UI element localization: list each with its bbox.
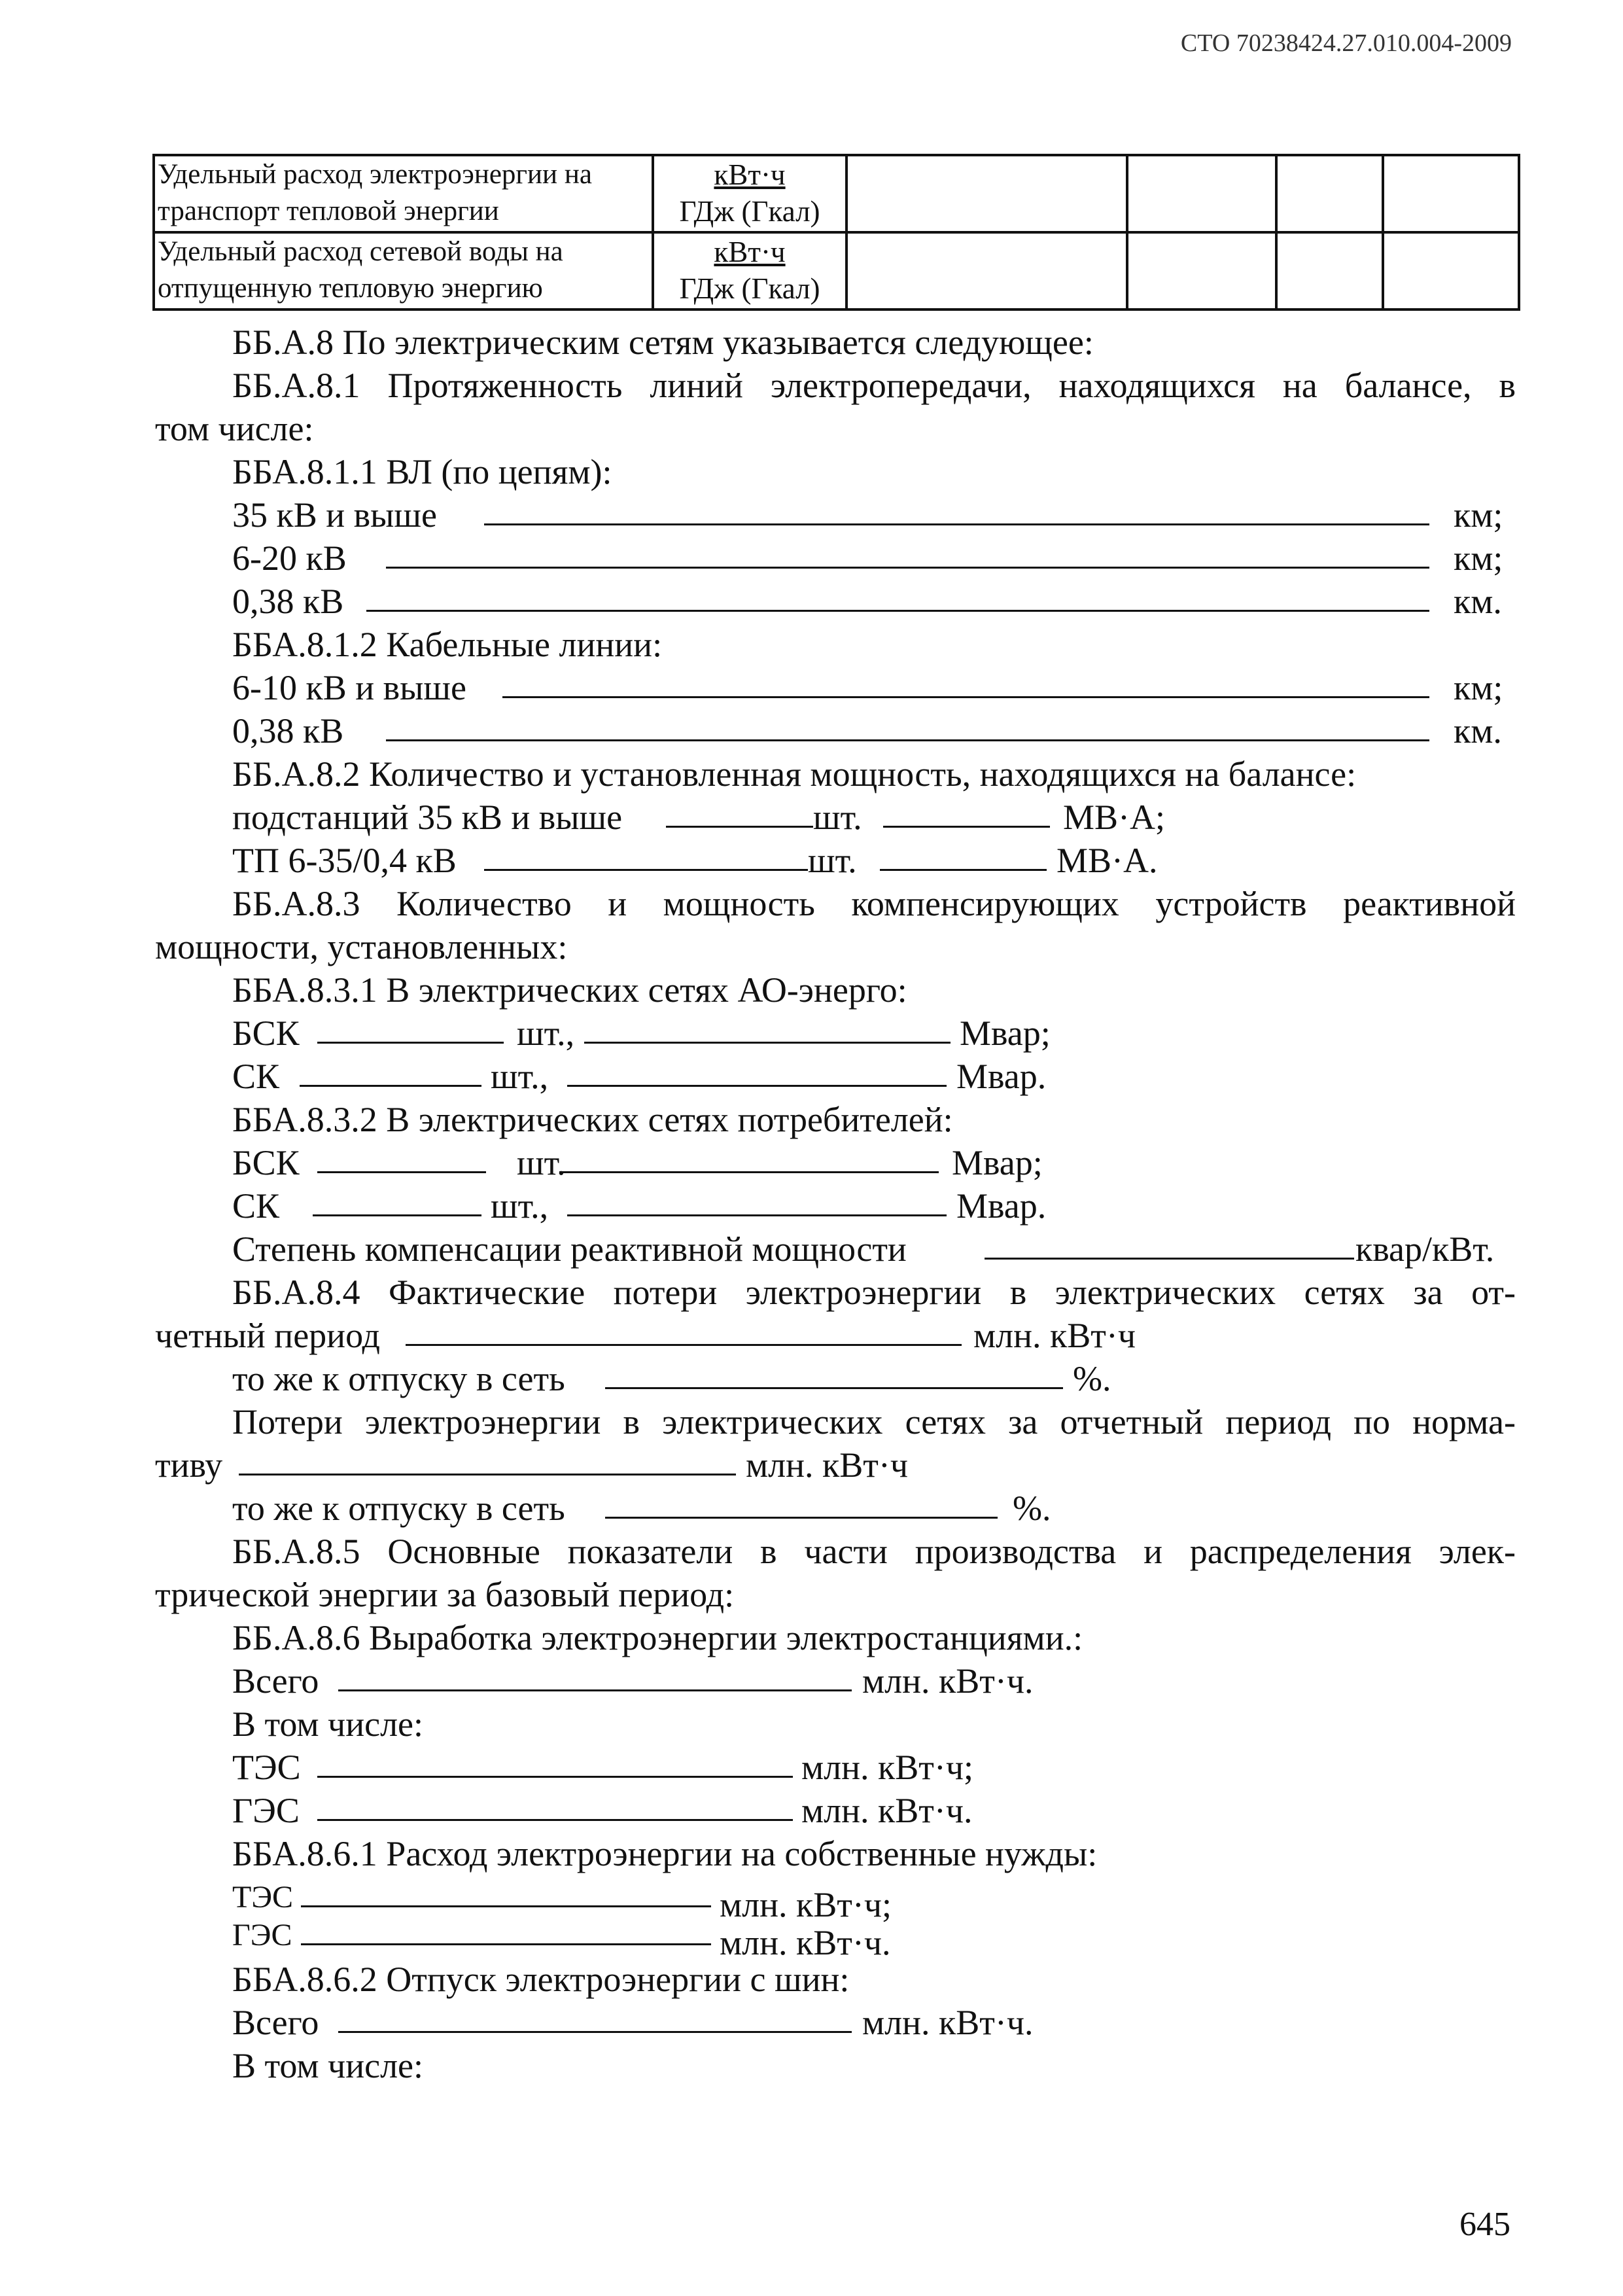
unit-label: шт. <box>813 798 862 837</box>
fill-line <box>502 696 1429 698</box>
line-label: ГЭС <box>232 1918 292 1952</box>
line-label: Всего <box>232 1661 319 1701</box>
table-cell <box>1276 155 1383 232</box>
unit-label: шт. <box>808 841 857 880</box>
line-label: В том числе: <box>232 1704 423 1744</box>
unit-label: %. <box>1013 1489 1051 1528</box>
section-heading: ББА.8.1.2 Кабельные линии: <box>232 625 663 664</box>
unit-label: млн. кВт·ч <box>973 1316 1136 1355</box>
table-row <box>154 232 1519 309</box>
unit-label: млн. кВт·ч. <box>801 1791 973 1830</box>
fill-line <box>338 2031 852 2033</box>
line-label: 35 кВ и выше <box>232 495 437 535</box>
line-label: СК <box>232 1186 280 1226</box>
line-label: подстанций 35 кВ и выше <box>232 798 623 837</box>
fill-line <box>484 523 1429 525</box>
table-cell <box>1127 155 1276 232</box>
document-code-header: СТО 70238424.27.010.004-2009 <box>1180 29 1512 57</box>
line-label: то же к отпуску в сеть <box>232 1359 565 1398</box>
fill-line <box>317 1819 793 1821</box>
paragraph: ББ.А.8.2 Количество и установленная мощность, находящихся на балансе: <box>232 754 1357 794</box>
fill-line <box>584 1042 951 1044</box>
line-label: 6-20 кВ <box>232 539 347 578</box>
line-label: ГЭС <box>232 1791 300 1830</box>
line-label: Степень компенсации реактивной мощности <box>232 1229 907 1269</box>
fill-line <box>605 1517 998 1519</box>
table-cell <box>1276 232 1383 309</box>
line-label: 6-10 кВ и выше <box>232 668 466 707</box>
section-heading: ББА.8.3.2 В электрических сетях потребителей: <box>232 1100 953 1139</box>
line-label: ТЭС <box>232 1880 294 1915</box>
paragraph: ББ.А.8.3 Количество и мощность компенсирующих устройств реактивной <box>232 884 1516 923</box>
section-heading: ББА.8.6.2 Отпуск электроэнергии с шин: <box>232 1960 850 1999</box>
paragraph: Потери электроэнергии в электрических сетях за отчетный период по норма- <box>232 1402 1516 1441</box>
paragraph: мощности, установленных: <box>155 927 568 966</box>
line-label: 0,38 кВ <box>232 711 344 751</box>
unit-label: км. <box>1454 711 1502 751</box>
section-heading: ББА.8.1.1 ВЛ (по цепям): <box>232 452 612 491</box>
row-label: Удельный расход электроэнергии на транспорт тепловой энергии <box>154 155 653 232</box>
row-label: Удельный расход сетевой воды на отпущенную тепловую энергию <box>154 232 653 309</box>
unit-label: млн. кВт·ч. <box>720 1923 891 1962</box>
unit-label: Мвар. <box>956 1186 1047 1226</box>
table-cell <box>1127 232 1276 309</box>
unit-label: шт., <box>517 1014 575 1053</box>
line-label: ТП 6-35/0,4 кВ <box>232 841 457 880</box>
unit-label: км; <box>1454 495 1503 535</box>
fill-line <box>317 1042 504 1044</box>
paragraph: том числе: <box>155 409 314 448</box>
line-label: Всего <box>232 2003 319 2042</box>
fill-line <box>484 869 808 871</box>
line-label: четный период <box>155 1316 380 1355</box>
specific-consumption-table <box>152 154 1520 311</box>
table-cell <box>846 155 1127 232</box>
unit-label: км. <box>1454 582 1502 621</box>
fill-line <box>313 1214 481 1216</box>
unit-label: Мвар; <box>952 1143 1043 1182</box>
unit-label: МВ·А. <box>1056 841 1158 880</box>
fill-line <box>567 1085 947 1087</box>
fill-line <box>366 610 1429 612</box>
line-label: В том числе: <box>232 2046 423 2085</box>
fill-line <box>883 826 1050 828</box>
line-label: то же к отпуску в сеть <box>232 1489 565 1528</box>
fill-line <box>301 1905 711 1907</box>
line-label: СК <box>232 1057 280 1096</box>
paragraph: ББ.А.8.1 Протяженность линий электропередачи, находящихся на балансе, в <box>232 366 1516 405</box>
table-row <box>154 155 1519 232</box>
unit-label: квар/кВт. <box>1355 1229 1495 1269</box>
line-label: ТЭС <box>232 1748 301 1787</box>
page-number: 645 <box>1459 2206 1510 2243</box>
paragraph: ББ.А.8.6 Выработка электроэнергии электростанциями.: <box>232 1618 1083 1657</box>
fill-line <box>301 1943 711 1945</box>
line-label: 0,38 кВ <box>232 582 344 621</box>
section-heading: ББА.8.6.1 Расход электроэнергии на собственные нужды: <box>232 1834 1098 1873</box>
fill-line <box>386 567 1429 569</box>
fill-line <box>880 869 1047 871</box>
line-label: тиву <box>155 1445 223 1485</box>
fill-line <box>605 1387 1063 1389</box>
unit-label: шт., <box>491 1057 549 1096</box>
unit-label: км; <box>1454 539 1503 578</box>
unit-label: шт., <box>491 1186 549 1226</box>
fill-line <box>985 1258 1354 1260</box>
table-cell <box>1383 155 1519 232</box>
paragraph: ББ.А.8.4 Фактические потери электроэнергии в электрических сетях за от- <box>232 1273 1516 1312</box>
line-label: БСК <box>232 1143 300 1182</box>
fill-line <box>559 1171 939 1173</box>
unit-label: млн. кВт·ч <box>746 1445 909 1485</box>
unit-label: млн. кВт·ч; <box>720 1885 892 1924</box>
unit-label: шт. <box>517 1143 566 1182</box>
unit-cell: кВт·ч ГДж (Гкал) <box>653 155 846 232</box>
fill-line <box>300 1085 481 1087</box>
fill-line <box>386 739 1429 741</box>
unit-label: %. <box>1073 1359 1111 1398</box>
unit-label: млн. кВт·ч. <box>862 2003 1034 2042</box>
fill-line <box>338 1689 852 1691</box>
fill-line <box>406 1344 962 1346</box>
table-cell <box>1383 232 1519 309</box>
table-cell <box>846 232 1127 309</box>
fill-line <box>666 826 813 828</box>
paragraph: трической энергии за базовый период: <box>155 1575 735 1614</box>
fill-line <box>567 1214 947 1216</box>
line-label: БСК <box>232 1014 300 1053</box>
section-heading: ББА.8.3.1 В электрических сетях АО-энерго: <box>232 970 907 1010</box>
paragraph: ББ.А.8 По электрическим сетям указывается следующее: <box>232 323 1094 362</box>
fill-line <box>317 1171 486 1173</box>
fill-line <box>317 1776 793 1778</box>
unit-label: Мвар; <box>960 1014 1051 1053</box>
unit-label: Мвар. <box>956 1057 1047 1096</box>
unit-label: млн. кВт·ч; <box>801 1748 974 1787</box>
paragraph: ББ.А.8.5 Основные показатели в части производства и распределения элек- <box>232 1532 1516 1571</box>
unit-cell: кВт·ч ГДж (Гкал) <box>653 232 846 309</box>
unit-label: км; <box>1454 668 1503 707</box>
unit-label: млн. кВт·ч. <box>862 1661 1034 1701</box>
fill-line <box>239 1474 736 1475</box>
unit-label: МВ·А; <box>1063 798 1166 837</box>
